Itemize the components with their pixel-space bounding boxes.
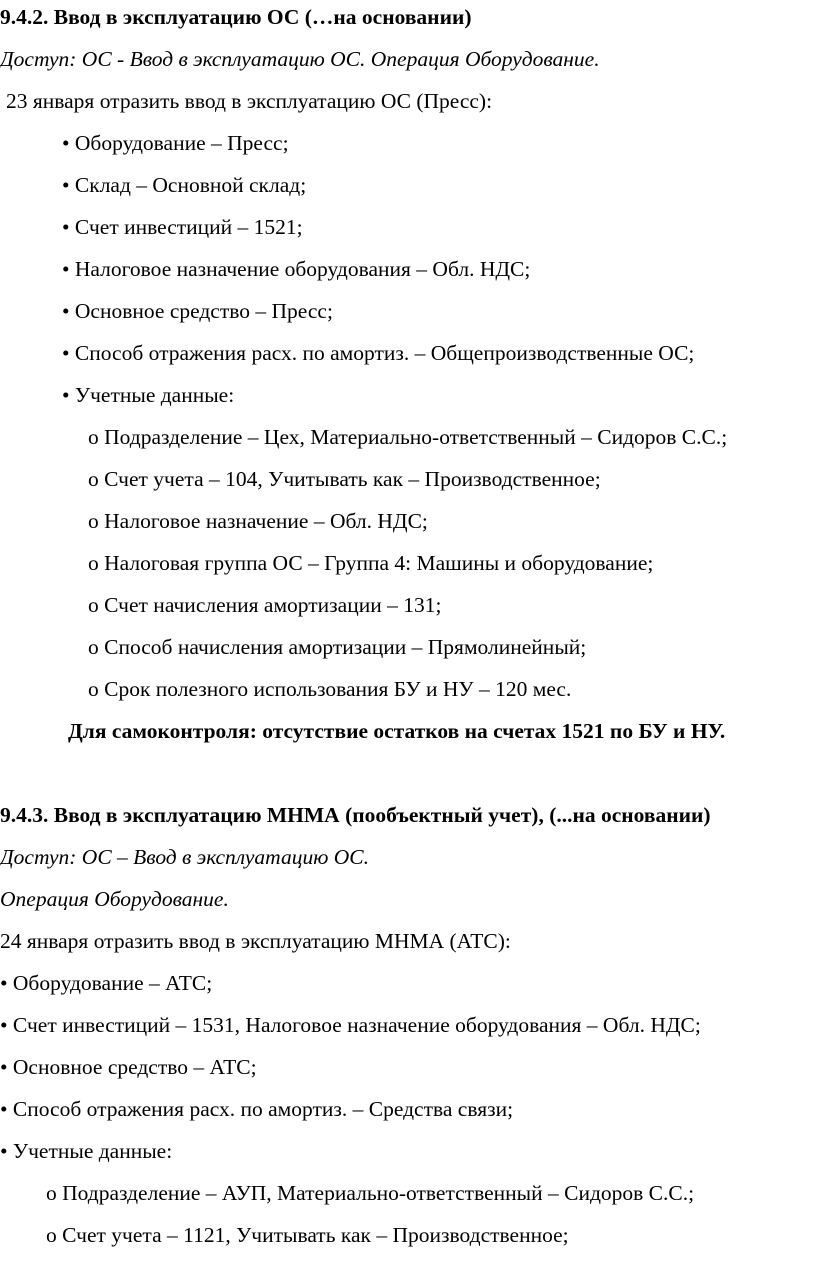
sub-item: o Налоговая группа ОС – Группа 4: Машины и оборудование; xyxy=(88,551,654,575)
sub-item: o Подразделение – Цех, Материально-ответственный – Сидоров С.С.; xyxy=(88,425,728,449)
sub-item: o Счет начисления амортизации – 131; xyxy=(88,593,442,617)
sub-item: o Подразделение – АУП, Материально-ответственный – Сидоров С.С.; xyxy=(46,1181,695,1205)
bullet-item: • Оборудование – Пресс; xyxy=(62,131,289,155)
self-check-note: Для самоконтроля: отсутствие остатков на счетах 1521 по БУ и НУ. xyxy=(68,719,726,743)
bullet-item: • Способ отражения расх. по амортиз. – Средства связи; xyxy=(0,1097,514,1121)
sub-item: o Срок полезного использования БУ и НУ – 120 мес. xyxy=(88,677,572,701)
access-line-943: Доступ: ОС – Ввод в эксплуатацию ОС. xyxy=(0,845,369,869)
bullet-item: • Способ отражения расх. по амортиз. – Общепроизводственные ОС; xyxy=(62,341,695,365)
sub-item: o Налоговое назначение – Обл. НДС; xyxy=(88,509,428,533)
bullet-item: • Склад – Основной склад; xyxy=(62,173,307,197)
sub-item: o Счет учета – 1121, Учитывать как – Производственное; xyxy=(46,1223,569,1247)
bullet-item: • Оборудование – АТС; xyxy=(0,971,213,995)
bullet-item: • Налоговое назначение оборудования – Обл. НДС; xyxy=(62,257,531,281)
intro-line-943: 24 января отразить ввод в эксплуатацию МНМА (АТС): xyxy=(0,929,511,953)
bullet-item: • Счет инвестиций – 1531, Налоговое назначение оборудования – Обл. НДС; xyxy=(0,1013,701,1037)
bullet-item: • Учетные данные: xyxy=(0,1139,173,1163)
operation-line-943: Операция Оборудование. xyxy=(0,887,229,911)
sub-item: o Счет учета – 104, Учитывать как – Производственное; xyxy=(88,467,601,491)
intro-line-942: 23 января отразить ввод в эксплуатацию ОС (Пресс): xyxy=(6,89,493,113)
bullet-item: • Основное средство – Пресс; xyxy=(62,299,333,323)
access-line-942: Доступ: ОС - Ввод в эксплуатацию ОС. Операция Оборудование. xyxy=(0,47,600,71)
bullet-item: • Счет инвестиций – 1521; xyxy=(62,215,303,239)
sub-item: o Способ начисления амортизации – Прямолинейный; xyxy=(88,635,587,659)
section-heading-943: 9.4.3. Ввод в эксплуатацию МНМА (пообъектный учет), (...на основании) xyxy=(0,803,711,827)
section-heading-942: 9.4.2. Ввод в эксплуатацию ОС (…на основании) xyxy=(0,5,472,29)
bullet-item: • Основное средство – АТС; xyxy=(0,1055,257,1079)
bullet-item: • Учетные данные: xyxy=(62,383,235,407)
